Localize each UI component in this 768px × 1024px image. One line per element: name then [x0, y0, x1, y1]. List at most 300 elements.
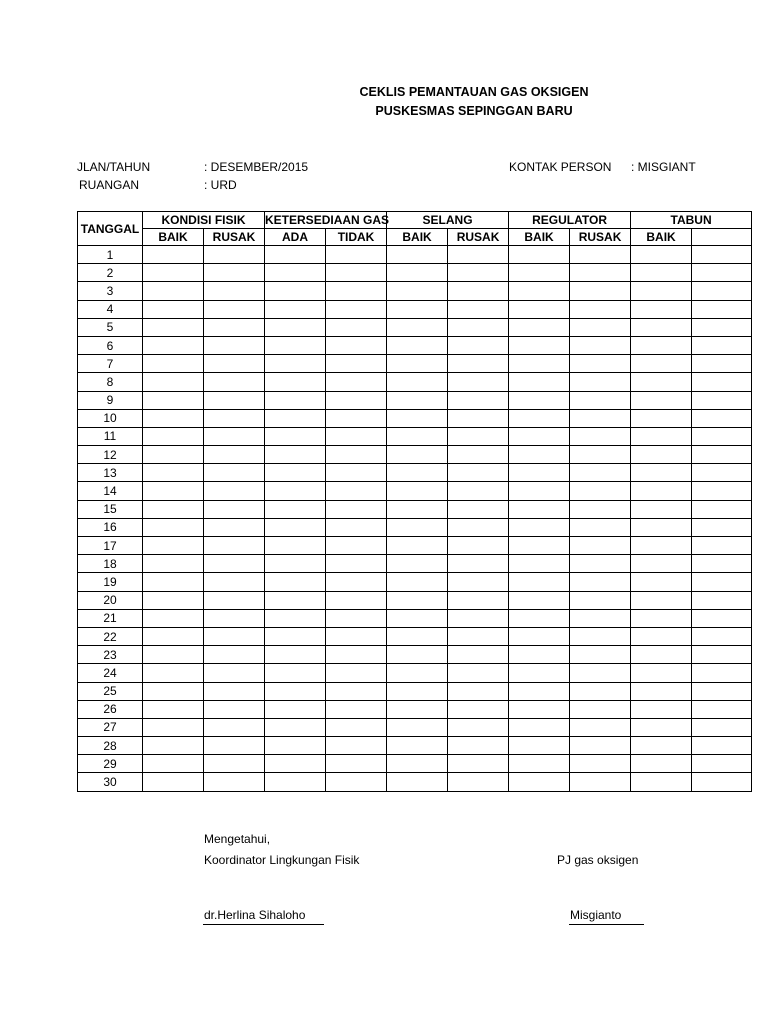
- check-cell[interactable]: [326, 482, 387, 500]
- check-cell[interactable]: [631, 682, 692, 700]
- check-cell[interactable]: [692, 409, 752, 427]
- check-cell[interactable]: [265, 500, 326, 518]
- check-cell[interactable]: [326, 318, 387, 336]
- check-cell[interactable]: [448, 627, 509, 645]
- check-cell[interactable]: [326, 755, 387, 773]
- check-cell[interactable]: [143, 700, 204, 718]
- check-cell[interactable]: [143, 300, 204, 318]
- check-cell[interactable]: [387, 664, 448, 682]
- check-cell[interactable]: [631, 627, 692, 645]
- check-cell[interactable]: [326, 464, 387, 482]
- check-cell[interactable]: [326, 500, 387, 518]
- check-cell[interactable]: [448, 409, 509, 427]
- check-cell[interactable]: [143, 591, 204, 609]
- check-cell[interactable]: [448, 537, 509, 555]
- check-cell[interactable]: [387, 682, 448, 700]
- check-cell[interactable]: [631, 773, 692, 791]
- check-cell[interactable]: [631, 591, 692, 609]
- check-cell[interactable]: [692, 427, 752, 445]
- check-cell[interactable]: [265, 573, 326, 591]
- check-cell[interactable]: [570, 391, 631, 409]
- check-cell[interactable]: [143, 755, 204, 773]
- check-cell[interactable]: [326, 609, 387, 627]
- check-cell[interactable]: [143, 409, 204, 427]
- check-cell[interactable]: [448, 755, 509, 773]
- check-cell[interactable]: [448, 264, 509, 282]
- check-cell[interactable]: [692, 682, 752, 700]
- check-cell[interactable]: [143, 482, 204, 500]
- check-cell[interactable]: [204, 282, 265, 300]
- check-cell[interactable]: [448, 336, 509, 354]
- check-cell[interactable]: [509, 646, 570, 664]
- check-cell[interactable]: [143, 718, 204, 736]
- check-cell[interactable]: [265, 555, 326, 573]
- check-cell[interactable]: [265, 318, 326, 336]
- check-cell[interactable]: [143, 555, 204, 573]
- check-cell[interactable]: [204, 246, 265, 264]
- check-cell[interactable]: [631, 391, 692, 409]
- check-cell[interactable]: [509, 700, 570, 718]
- check-cell[interactable]: [448, 718, 509, 736]
- check-cell[interactable]: [387, 627, 448, 645]
- check-cell[interactable]: [692, 646, 752, 664]
- check-cell[interactable]: [448, 555, 509, 573]
- check-cell[interactable]: [509, 300, 570, 318]
- check-cell[interactable]: [570, 427, 631, 445]
- check-cell[interactable]: [509, 500, 570, 518]
- check-cell[interactable]: [265, 391, 326, 409]
- check-cell[interactable]: [631, 664, 692, 682]
- check-cell[interactable]: [570, 682, 631, 700]
- check-cell[interactable]: [631, 446, 692, 464]
- check-cell[interactable]: [143, 246, 204, 264]
- check-cell[interactable]: [143, 282, 204, 300]
- check-cell[interactable]: [387, 336, 448, 354]
- check-cell[interactable]: [570, 318, 631, 336]
- check-cell[interactable]: [631, 700, 692, 718]
- check-cell[interactable]: [448, 282, 509, 300]
- check-cell[interactable]: [204, 591, 265, 609]
- check-cell[interactable]: [631, 318, 692, 336]
- check-cell[interactable]: [265, 373, 326, 391]
- check-cell[interactable]: [448, 355, 509, 373]
- check-cell[interactable]: [570, 409, 631, 427]
- check-cell[interactable]: [570, 573, 631, 591]
- check-cell[interactable]: [204, 482, 265, 500]
- check-cell[interactable]: [509, 427, 570, 445]
- check-cell[interactable]: [570, 482, 631, 500]
- check-cell[interactable]: [570, 246, 631, 264]
- check-cell[interactable]: [570, 555, 631, 573]
- check-cell[interactable]: [204, 646, 265, 664]
- check-cell[interactable]: [143, 318, 204, 336]
- check-cell[interactable]: [204, 264, 265, 282]
- check-cell[interactable]: [509, 246, 570, 264]
- check-cell[interactable]: [204, 409, 265, 427]
- check-cell[interactable]: [509, 755, 570, 773]
- check-cell[interactable]: [692, 737, 752, 755]
- check-cell[interactable]: [631, 464, 692, 482]
- check-cell[interactable]: [631, 555, 692, 573]
- check-cell[interactable]: [692, 336, 752, 354]
- check-cell[interactable]: [143, 391, 204, 409]
- check-cell[interactable]: [143, 609, 204, 627]
- check-cell[interactable]: [204, 718, 265, 736]
- check-cell[interactable]: [692, 246, 752, 264]
- check-cell[interactable]: [204, 537, 265, 555]
- check-cell[interactable]: [570, 627, 631, 645]
- check-cell[interactable]: [265, 446, 326, 464]
- check-cell[interactable]: [143, 264, 204, 282]
- check-cell[interactable]: [387, 646, 448, 664]
- check-cell[interactable]: [265, 355, 326, 373]
- check-cell[interactable]: [692, 318, 752, 336]
- check-cell[interactable]: [509, 264, 570, 282]
- check-cell[interactable]: [326, 446, 387, 464]
- check-cell[interactable]: [265, 482, 326, 500]
- check-cell[interactable]: [692, 482, 752, 500]
- check-cell[interactable]: [570, 718, 631, 736]
- check-cell[interactable]: [448, 391, 509, 409]
- check-cell[interactable]: [570, 264, 631, 282]
- check-cell[interactable]: [692, 518, 752, 536]
- check-cell[interactable]: [448, 664, 509, 682]
- check-cell[interactable]: [204, 373, 265, 391]
- check-cell[interactable]: [631, 373, 692, 391]
- check-cell[interactable]: [631, 300, 692, 318]
- check-cell[interactable]: [143, 537, 204, 555]
- check-cell[interactable]: [631, 609, 692, 627]
- check-cell[interactable]: [448, 646, 509, 664]
- check-cell[interactable]: [692, 627, 752, 645]
- check-cell[interactable]: [265, 282, 326, 300]
- check-cell[interactable]: [570, 300, 631, 318]
- check-cell[interactable]: [387, 737, 448, 755]
- check-cell[interactable]: [265, 646, 326, 664]
- check-cell[interactable]: [204, 773, 265, 791]
- check-cell[interactable]: [265, 246, 326, 264]
- check-cell[interactable]: [387, 500, 448, 518]
- check-cell[interactable]: [631, 482, 692, 500]
- check-cell[interactable]: [204, 427, 265, 445]
- check-cell[interactable]: [265, 300, 326, 318]
- check-cell[interactable]: [204, 300, 265, 318]
- check-cell[interactable]: [692, 373, 752, 391]
- check-cell[interactable]: [570, 464, 631, 482]
- check-cell[interactable]: [204, 737, 265, 755]
- check-cell[interactable]: [265, 682, 326, 700]
- check-cell[interactable]: [143, 427, 204, 445]
- check-cell[interactable]: [387, 537, 448, 555]
- check-cell[interactable]: [265, 755, 326, 773]
- check-cell[interactable]: [326, 246, 387, 264]
- check-cell[interactable]: [509, 373, 570, 391]
- check-cell[interactable]: [143, 773, 204, 791]
- check-cell[interactable]: [631, 755, 692, 773]
- check-cell[interactable]: [326, 409, 387, 427]
- check-cell[interactable]: [631, 537, 692, 555]
- check-cell[interactable]: [448, 300, 509, 318]
- check-cell[interactable]: [265, 591, 326, 609]
- check-cell[interactable]: [326, 591, 387, 609]
- check-cell[interactable]: [387, 755, 448, 773]
- check-cell[interactable]: [448, 246, 509, 264]
- check-cell[interactable]: [509, 318, 570, 336]
- check-cell[interactable]: [143, 500, 204, 518]
- check-cell[interactable]: [692, 718, 752, 736]
- check-cell[interactable]: [387, 246, 448, 264]
- check-cell[interactable]: [143, 373, 204, 391]
- check-cell[interactable]: [204, 500, 265, 518]
- check-cell[interactable]: [570, 664, 631, 682]
- check-cell[interactable]: [509, 664, 570, 682]
- check-cell[interactable]: [204, 627, 265, 645]
- check-cell[interactable]: [204, 355, 265, 373]
- check-cell[interactable]: [448, 737, 509, 755]
- check-cell[interactable]: [692, 773, 752, 791]
- check-cell[interactable]: [387, 464, 448, 482]
- check-cell[interactable]: [387, 609, 448, 627]
- check-cell[interactable]: [509, 446, 570, 464]
- check-cell[interactable]: [143, 355, 204, 373]
- check-cell[interactable]: [387, 700, 448, 718]
- check-cell[interactable]: [692, 609, 752, 627]
- check-cell[interactable]: [448, 482, 509, 500]
- check-cell[interactable]: [326, 737, 387, 755]
- check-cell[interactable]: [631, 737, 692, 755]
- check-cell[interactable]: [570, 446, 631, 464]
- check-cell[interactable]: [326, 427, 387, 445]
- check-cell[interactable]: [326, 282, 387, 300]
- check-cell[interactable]: [692, 555, 752, 573]
- check-cell[interactable]: [326, 264, 387, 282]
- check-cell[interactable]: [143, 464, 204, 482]
- check-cell[interactable]: [448, 573, 509, 591]
- check-cell[interactable]: [143, 627, 204, 645]
- check-cell[interactable]: [570, 591, 631, 609]
- check-cell[interactable]: [448, 773, 509, 791]
- check-cell[interactable]: [387, 446, 448, 464]
- check-cell[interactable]: [570, 518, 631, 536]
- check-cell[interactable]: [692, 264, 752, 282]
- check-cell[interactable]: [570, 609, 631, 627]
- check-cell[interactable]: [387, 482, 448, 500]
- check-cell[interactable]: [509, 627, 570, 645]
- check-cell[interactable]: [265, 773, 326, 791]
- check-cell[interactable]: [570, 336, 631, 354]
- check-cell[interactable]: [448, 373, 509, 391]
- check-cell[interactable]: [570, 282, 631, 300]
- check-cell[interactable]: [692, 700, 752, 718]
- check-cell[interactable]: [570, 755, 631, 773]
- check-cell[interactable]: [448, 464, 509, 482]
- check-cell[interactable]: [631, 409, 692, 427]
- check-cell[interactable]: [448, 446, 509, 464]
- check-cell[interactable]: [204, 518, 265, 536]
- check-cell[interactable]: [265, 718, 326, 736]
- check-cell[interactable]: [204, 664, 265, 682]
- check-cell[interactable]: [326, 718, 387, 736]
- check-cell[interactable]: [387, 518, 448, 536]
- check-cell[interactable]: [204, 573, 265, 591]
- check-cell[interactable]: [387, 355, 448, 373]
- check-cell[interactable]: [509, 591, 570, 609]
- check-cell[interactable]: [387, 264, 448, 282]
- check-cell[interactable]: [143, 518, 204, 536]
- check-cell[interactable]: [570, 773, 631, 791]
- check-cell[interactable]: [692, 755, 752, 773]
- check-cell[interactable]: [509, 409, 570, 427]
- check-cell[interactable]: [204, 318, 265, 336]
- check-cell[interactable]: [387, 555, 448, 573]
- check-cell[interactable]: [631, 246, 692, 264]
- check-cell[interactable]: [570, 646, 631, 664]
- check-cell[interactable]: [265, 518, 326, 536]
- check-cell[interactable]: [692, 664, 752, 682]
- check-cell[interactable]: [570, 700, 631, 718]
- check-cell[interactable]: [631, 718, 692, 736]
- check-cell[interactable]: [509, 718, 570, 736]
- check-cell[interactable]: [631, 264, 692, 282]
- check-cell[interactable]: [387, 427, 448, 445]
- check-cell[interactable]: [143, 573, 204, 591]
- check-cell[interactable]: [631, 518, 692, 536]
- check-cell[interactable]: [143, 664, 204, 682]
- check-cell[interactable]: [692, 537, 752, 555]
- check-cell[interactable]: [448, 682, 509, 700]
- check-cell[interactable]: [265, 609, 326, 627]
- check-cell[interactable]: [265, 737, 326, 755]
- check-cell[interactable]: [265, 700, 326, 718]
- check-cell[interactable]: [387, 391, 448, 409]
- check-cell[interactable]: [448, 500, 509, 518]
- check-cell[interactable]: [448, 591, 509, 609]
- check-cell[interactable]: [143, 446, 204, 464]
- check-cell[interactable]: [265, 409, 326, 427]
- check-cell[interactable]: [326, 336, 387, 354]
- check-cell[interactable]: [631, 573, 692, 591]
- check-cell[interactable]: [204, 336, 265, 354]
- check-cell[interactable]: [570, 373, 631, 391]
- check-cell[interactable]: [204, 464, 265, 482]
- check-cell[interactable]: [509, 518, 570, 536]
- check-cell[interactable]: [143, 682, 204, 700]
- check-cell[interactable]: [448, 609, 509, 627]
- check-cell[interactable]: [326, 773, 387, 791]
- check-cell[interactable]: [448, 318, 509, 336]
- check-cell[interactable]: [326, 555, 387, 573]
- check-cell[interactable]: [265, 264, 326, 282]
- check-cell[interactable]: [265, 627, 326, 645]
- check-cell[interactable]: [265, 464, 326, 482]
- check-cell[interactable]: [692, 446, 752, 464]
- check-cell[interactable]: [631, 646, 692, 664]
- check-cell[interactable]: [204, 755, 265, 773]
- check-cell[interactable]: [326, 664, 387, 682]
- check-cell[interactable]: [143, 646, 204, 664]
- check-cell[interactable]: [265, 537, 326, 555]
- check-cell[interactable]: [387, 282, 448, 300]
- check-cell[interactable]: [509, 355, 570, 373]
- check-cell[interactable]: [265, 664, 326, 682]
- check-cell[interactable]: [631, 355, 692, 373]
- check-cell[interactable]: [265, 336, 326, 354]
- check-cell[interactable]: [387, 591, 448, 609]
- check-cell[interactable]: [326, 646, 387, 664]
- check-cell[interactable]: [326, 682, 387, 700]
- check-cell[interactable]: [692, 355, 752, 373]
- check-cell[interactable]: [692, 300, 752, 318]
- check-cell[interactable]: [509, 537, 570, 555]
- check-cell[interactable]: [509, 682, 570, 700]
- check-cell[interactable]: [143, 336, 204, 354]
- check-cell[interactable]: [570, 500, 631, 518]
- check-cell[interactable]: [509, 336, 570, 354]
- check-cell[interactable]: [326, 391, 387, 409]
- check-cell[interactable]: [448, 700, 509, 718]
- check-cell[interactable]: [570, 737, 631, 755]
- check-cell[interactable]: [204, 391, 265, 409]
- check-cell[interactable]: [143, 737, 204, 755]
- check-cell[interactable]: [326, 300, 387, 318]
- check-cell[interactable]: [509, 737, 570, 755]
- check-cell[interactable]: [631, 336, 692, 354]
- check-cell[interactable]: [326, 700, 387, 718]
- check-cell[interactable]: [692, 282, 752, 300]
- check-cell[interactable]: [692, 591, 752, 609]
- check-cell[interactable]: [509, 282, 570, 300]
- check-cell[interactable]: [326, 355, 387, 373]
- check-cell[interactable]: [326, 627, 387, 645]
- check-cell[interactable]: [387, 409, 448, 427]
- check-cell[interactable]: [326, 573, 387, 591]
- check-cell[interactable]: [387, 373, 448, 391]
- check-cell[interactable]: [509, 609, 570, 627]
- check-cell[interactable]: [387, 773, 448, 791]
- check-cell[interactable]: [509, 773, 570, 791]
- check-cell[interactable]: [448, 427, 509, 445]
- check-cell[interactable]: [509, 464, 570, 482]
- check-cell[interactable]: [570, 537, 631, 555]
- check-cell[interactable]: [326, 373, 387, 391]
- check-cell[interactable]: [387, 718, 448, 736]
- check-cell[interactable]: [204, 682, 265, 700]
- check-cell[interactable]: [204, 555, 265, 573]
- check-cell[interactable]: [509, 482, 570, 500]
- check-cell[interactable]: [692, 391, 752, 409]
- check-cell[interactable]: [204, 700, 265, 718]
- check-cell[interactable]: [692, 500, 752, 518]
- check-cell[interactable]: [509, 391, 570, 409]
- check-cell[interactable]: [631, 282, 692, 300]
- check-cell[interactable]: [326, 537, 387, 555]
- check-cell[interactable]: [631, 500, 692, 518]
- check-cell[interactable]: [387, 300, 448, 318]
- check-cell[interactable]: [570, 355, 631, 373]
- check-cell[interactable]: [204, 609, 265, 627]
- check-cell[interactable]: [204, 446, 265, 464]
- check-cell[interactable]: [631, 427, 692, 445]
- check-cell[interactable]: [509, 573, 570, 591]
- check-cell[interactable]: [326, 518, 387, 536]
- check-cell[interactable]: [692, 573, 752, 591]
- check-cell[interactable]: [387, 318, 448, 336]
- check-cell[interactable]: [509, 555, 570, 573]
- check-cell[interactable]: [265, 427, 326, 445]
- check-cell[interactable]: [387, 573, 448, 591]
- check-cell[interactable]: [448, 518, 509, 536]
- check-cell[interactable]: [692, 464, 752, 482]
